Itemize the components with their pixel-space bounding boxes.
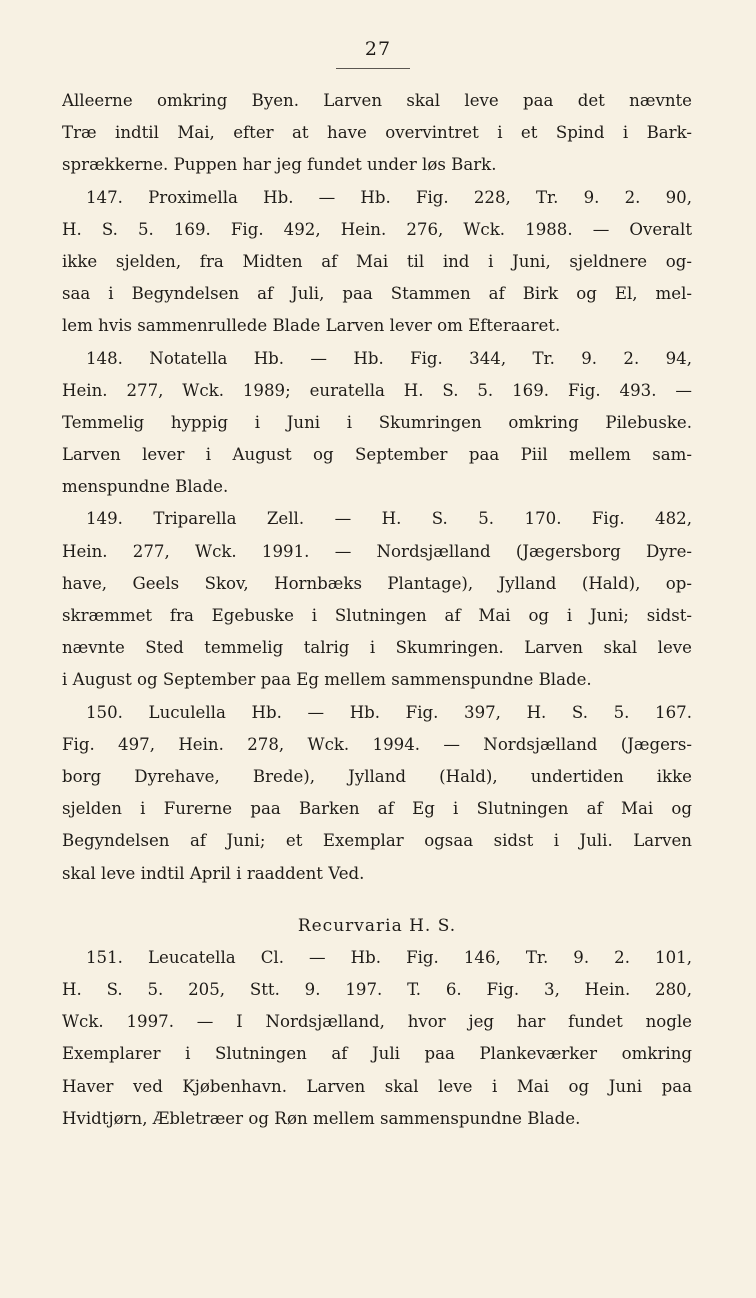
entry-147-heading: 147. Proximella Hb. — Hb. Fig. 228, Tr. 9. 2. 90, xyxy=(86,187,692,207)
text-line: saa i Begyndelsen af Juli, paa Stammen af Birk og El, mel- xyxy=(62,284,692,304)
section-gap xyxy=(62,890,692,910)
text-line: H. S. 5. 205, Stt. 9. 197. T. 6. Fig. 3, Hein. 280, xyxy=(62,980,692,1000)
text-line: lem hvis sammenrullede Blade Larven lever om Efteraaret. xyxy=(62,316,561,336)
text-line: sprækkerne. Puppen har jeg fundet under løs Bark. xyxy=(62,155,497,175)
text-line: Haver ved Kjøbenhavn. Larven skal leve i Mai og Juni paa xyxy=(62,1076,692,1096)
text-line: Hein. 277, Wck. 1989; euratella H. S. 5. 169. Fig. 493. — xyxy=(62,380,692,400)
text-line: have, Geels Skov, Hornbæks Plantage), Jylland (Hald), op- xyxy=(62,573,692,593)
text-line: Wck. 1997. — I Nordsjælland, hvor jeg har fundet nogle xyxy=(62,1012,692,1032)
text-line: menspundne Blade. xyxy=(62,477,229,497)
text-line: Temmelig hyppig i Juni i Skumringen omkring Pilebuske. xyxy=(62,412,692,432)
page-number-rule xyxy=(336,68,410,69)
text-line: borg Dyrehave, Brede), Jylland (Hald), undertiden ikke xyxy=(62,766,692,786)
text-line: Hein. 277, Wck. 1991. — Nordsjælland (Jægersborg Dyre- xyxy=(62,541,692,561)
text-line: ikke sjelden, fra Midten af Mai til ind i Juni, sjeldnere og- xyxy=(62,251,692,271)
text-line: Træ indtil Mai, efter at have overvintret i et Spind i Bark- xyxy=(62,123,692,143)
text-line: Begyndelsen af Juni; et Exemplar ogsaa sidst i Juli. Larven xyxy=(62,831,692,851)
entry-151-heading: 151. Leucatella Cl. — Hb. Fig. 146, Tr. 9. 2. 101, xyxy=(86,947,692,967)
text-line: Larven lever i August og September paa Piil mellem sam- xyxy=(62,445,692,465)
text-line: skræmmet fra Egebuske i Slutningen af Mai og i Juni; sidst- xyxy=(62,606,692,625)
text-line: Alleerne omkring Byen. Larven skal leve paa det nævnte xyxy=(62,91,692,110)
text-line: skal leve indtil April i raaddent Ved. xyxy=(62,863,365,883)
text-line: sjelden i Furerne paa Barken af Eg i Slutningen af Mai og xyxy=(62,799,692,819)
text-line: H. S. 5. 169. Fig. 492, Hein. 276, Wck. 1988. — Overalt xyxy=(62,219,692,239)
entry-148-heading: 148. Notatella Hb. — Hb. Fig. 344, Tr. 9. 2. 94, xyxy=(86,348,692,368)
text-line: Hvidtjørn, Æbletræer og Røn mellem sammenspundne Blade. xyxy=(62,1108,581,1128)
section-heading: Recurvaria H. S. xyxy=(297,915,457,936)
text-line: nævnte Sted temmelig talrig i Skumringen. Larven skal leve xyxy=(62,638,692,658)
text-line: Fig. 497, Hein. 278, Wck. 1994. — Nordsjælland (Jægers- xyxy=(62,734,692,754)
body-text xyxy=(62,85,692,1135)
entry-150-heading: 150. Luculella Hb. — Hb. Fig. 397, H. S. 5. 167. xyxy=(86,702,692,722)
text-line: i August og September paa Eg mellem sammenspundne Blade. xyxy=(62,670,592,690)
entry-149-heading: 149. Triparella Zell. — H. S. 5. 170. Fig. 482, xyxy=(86,509,692,529)
page-number: 27 xyxy=(364,38,392,60)
text-line: Exemplarer i Slutningen af Juli paa Plankeværker omkring xyxy=(62,1044,692,1064)
